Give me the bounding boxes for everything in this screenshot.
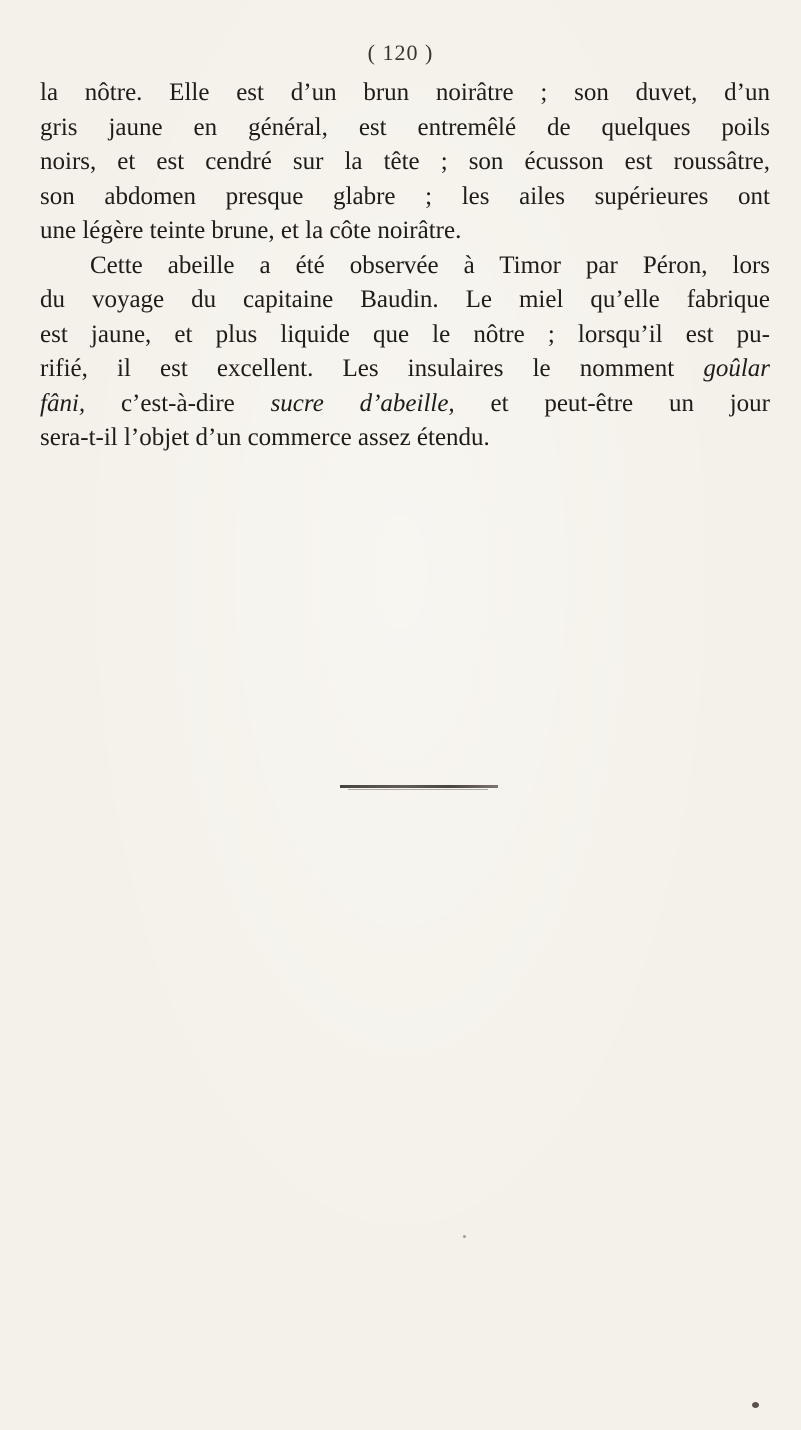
italic-term: fâni, xyxy=(40,389,86,417)
text-line: gris jaune en général, est entremêlé de quelques poils xyxy=(40,113,770,141)
section-divider xyxy=(340,785,498,788)
paragraph-line: est jaune, et plus liquide que le nôtre ; lorsqu’il est pu- xyxy=(40,320,770,348)
ink-speck xyxy=(752,1402,759,1408)
line-text: rifié, il est excellent. Les insulaires le nomment xyxy=(40,355,675,382)
paragraph-line xyxy=(40,387,770,422)
text-line: la nôtre. Elle est d’un brun noirâtre ; son duvet, d’un xyxy=(40,79,770,106)
paragraph-line: sera-t-il l’objet d’un commerce assez étendu. xyxy=(40,424,490,451)
italic-term: goûlar xyxy=(703,355,770,382)
page-number: ( 120 ) xyxy=(367,40,434,65)
body-text xyxy=(40,76,770,456)
paragraph-line: Cette abeille a été observée à Timor par Péron, lors xyxy=(90,251,770,279)
ink-speck xyxy=(463,1235,466,1238)
paragraph-line xyxy=(40,352,770,387)
text-line: une légère teinte brune, et la côte noirâtre. xyxy=(40,217,462,244)
line-text: et peut-être un jour xyxy=(490,389,771,417)
text-line: noirs, et est cendré sur la tête ; son écusson est roussâtre, xyxy=(40,148,770,175)
text-line: son abdomen presque glabre ; les ailes supérieures ont xyxy=(40,182,770,210)
paragraph-line: du voyage du capitaine Baudin. Le miel qu’elle fabrique xyxy=(40,286,770,313)
italic-term: sucre d’abeille, xyxy=(270,389,455,417)
line-text: c’est-à-dire xyxy=(120,389,235,417)
